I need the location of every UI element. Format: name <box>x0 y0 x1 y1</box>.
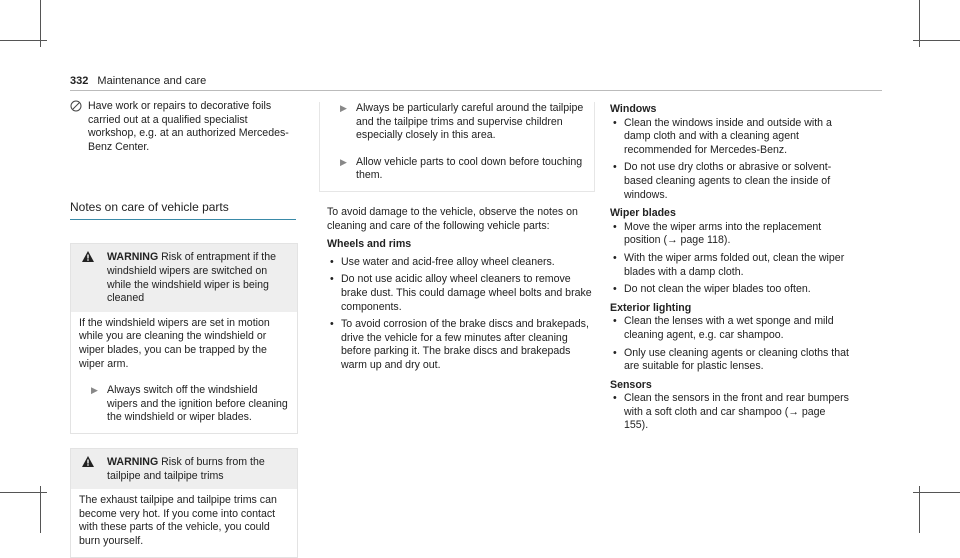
warning-title: Risk of burns from the tailpipe and tailpipe trims <box>107 456 265 482</box>
crop-mark <box>913 40 960 41</box>
warning-label: WARNING <box>107 456 159 468</box>
windows-list <box>610 117 850 203</box>
warning-box-burns <box>70 448 298 558</box>
note-icon <box>70 100 82 117</box>
instruction-step <box>328 102 586 143</box>
list-item: • Clean the lenses with a wet sponge and mild cleaning agent, e.g. car shampoo. <box>610 315 850 342</box>
lighting-list <box>610 315 850 373</box>
list-item: • Do not use acidic alloy wheel cleaners to remove brake dust. This could damage wheel bolts and brake components. <box>327 273 595 314</box>
subheading-exterior-lighting: Exterior lighting <box>610 301 692 314</box>
instruction-step <box>328 156 586 183</box>
crop-mark <box>0 40 47 41</box>
warning-title: Risk of entrapment if the windshield wipers are switched on while the windshield wiper is being cleaned <box>107 251 276 305</box>
crop-mark <box>0 492 47 493</box>
header-divider <box>70 90 882 91</box>
instruction-step <box>79 384 289 425</box>
sensors-list <box>610 392 850 433</box>
list-item: • Move the wiper arms into the replacement position (→ page 118). <box>610 221 850 248</box>
column-middle <box>327 102 595 377</box>
crop-mark <box>913 492 960 493</box>
subheading-windows: Windows <box>610 103 657 115</box>
section-name: Maintenance and care <box>97 75 207 87</box>
step-arrow-icon: ▶ <box>340 103 347 113</box>
warning-label: WARNING <box>107 251 159 264</box>
warning-header <box>71 244 297 311</box>
warning-header <box>71 449 297 489</box>
step-text: Always switch off the windshield wipers and the ignition before cleaning the windshield or wiper blades. <box>107 384 288 424</box>
subheading-wiper-blades: Wiper blades <box>610 207 676 220</box>
step-text: Allow vehicle parts to cool down before touching them. <box>356 155 583 182</box>
warning-body <box>71 312 297 433</box>
warning-text: If the windshield wipers are set in motion while you are cleaning the windshield or wiper blades, you can be trapped by the wiper arm. <box>79 316 270 370</box>
warning-text: The exhaust tailpipe and tailpipe trims can become very hot. If you come into contact with these parts of the vehicle, you could burn yourself. <box>79 494 277 547</box>
subheading-wheels: Wheels and rims <box>327 238 412 251</box>
step-arrow-icon: ▶ <box>91 385 98 396</box>
intro-text: To avoid damage to the vehicle, observe the notes on cleaning and care of the following vehicle parts: <box>327 205 578 232</box>
list-item: • Clean the sensors in the front and rear bumpers with a soft cloth and car shampoo (→ page 155). <box>610 392 850 433</box>
warning-box-entrapment <box>70 243 298 434</box>
column-right <box>610 103 850 437</box>
subheading-sensors: Sensors <box>610 378 652 391</box>
crop-mark <box>919 486 920 533</box>
warning-icon <box>81 250 95 268</box>
list-item: • Do not use dry cloths or abrasive or solvent-based cleaning agents to clean the inside of windows. <box>610 161 850 202</box>
list-item: • Use water and acid-free alloy wheel cleaners. <box>327 256 595 270</box>
list-item: • Only use cleaning agents or cleaning cloths that are suitable for plastic lenses. <box>610 347 850 374</box>
crop-mark <box>40 486 41 533</box>
list-item: • Clean the windows inside and outside with a damp cloth and with a cleaning agent recommended for Mercedes-Benz. <box>610 117 850 158</box>
list-item: • To avoid corrosion of the brake discs and brakepads, drive the vehicle for a few minutes after cleaning before parking it. The brake discs and brakepads warm up and dry out. <box>327 318 595 372</box>
warning-body <box>71 489 297 556</box>
note-block <box>70 100 298 154</box>
page-header <box>70 75 206 87</box>
step-arrow-icon: ▶ <box>340 156 347 167</box>
note-text: Have work or repairs to decorative foils carried out at a qualified specialist workshop, e.g. at an authorized Mercedes-Benz Center. <box>88 100 289 153</box>
warning-box-continued <box>319 102 595 192</box>
wheels-list <box>327 256 595 373</box>
column-left <box>70 100 298 558</box>
section-title-rule <box>70 219 296 221</box>
list-item: • Do not clean the wiper blades too often. <box>610 283 850 297</box>
list-item: • With the wiper arms folded out, clean the wiper blades with a damp cloth. <box>610 252 850 279</box>
page-number: 332 <box>70 75 89 87</box>
section-title: Notes on care of vehicle parts <box>70 200 229 215</box>
warning-icon <box>81 455 95 473</box>
step-text: Always be particularly careful around the tailpipe and the tailpipe trims and supervise children especially closely in this area. <box>356 102 584 142</box>
wiper-list <box>610 221 850 297</box>
